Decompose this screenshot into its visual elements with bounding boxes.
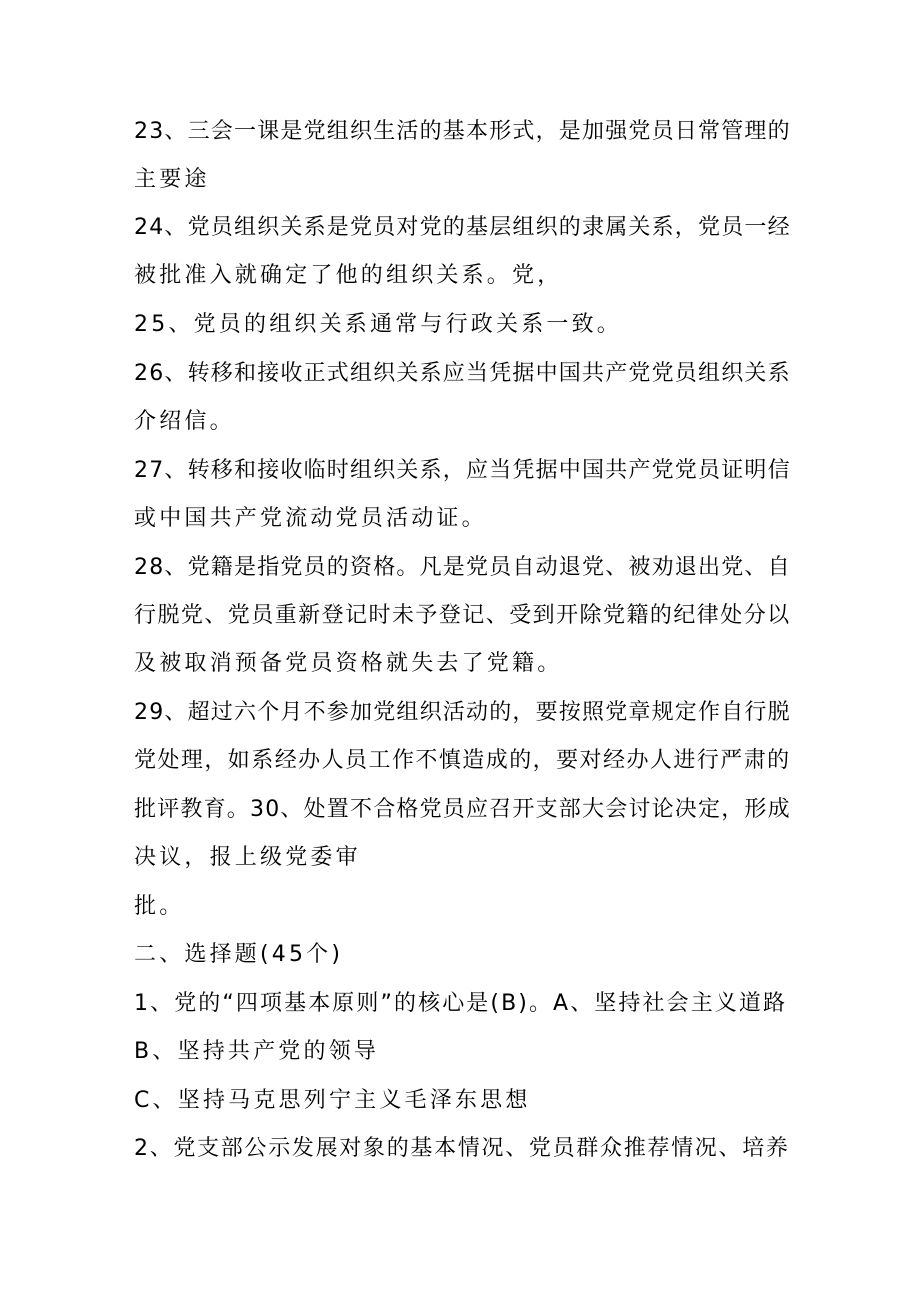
text-line: B、坚持共产党的领导 (134, 1039, 380, 1064)
text-line: 或中国共产党流动党员活动证。 (134, 506, 487, 531)
text-line: 及被取消预备党员资格就失去了党籍。 (134, 651, 563, 676)
text-line: 主要途 (134, 167, 210, 192)
text-line: 批。 (134, 894, 185, 919)
text-line: 29、超过六个月不参加党组织活动的，要按照党章规定作自行脱 (134, 700, 791, 725)
text-line: 27、转移和接收临时组织关系，应当凭据中国共产党党员证明信 (134, 458, 791, 483)
text-line: 2、党支部公示发展对象的基本情况、党员群众推荐情况、培养 (134, 1136, 790, 1161)
text-line: 决议，报上级党委审 (134, 845, 361, 870)
text-line: 行脱党、党员重新登记时未予登记、受到开除党籍的纪律处分以 (134, 603, 791, 628)
text-line: 23、三会一课是党组织生活的基本形式，是加强党员日常管理的 (134, 119, 791, 144)
text-line: 被批准入就确定了他的组织关系。党， (134, 263, 563, 288)
text-line: 1、党的“四项基本原则”的核心是(B)。A、坚持社会主义道路 (134, 991, 788, 1016)
text-line: 26、转移和接收正式组织关系应当凭据中国共产党党员组织关系 (134, 361, 791, 386)
text-line: 批评教育。30、处置不合格党员应召开支部大会讨论决定，形成 (134, 797, 791, 822)
text-line: 25、党员的组织关系通常与行政关系一致。 (134, 312, 622, 337)
text-line: 介绍信。 (134, 409, 235, 434)
text-line: 24、党员组织关系是党员对党的基层组织的隶属关系，党员一经 (134, 215, 791, 240)
text-line: 党处理，如系经办人员工作不慎造成的，要对经办人进行严肃的 (134, 748, 791, 773)
text-line: 28、党籍是指党员的资格。凡是党员自动退党、被劝退出党、自 (134, 555, 791, 580)
section-heading: 二、选择题(45个) (134, 942, 344, 967)
text-line: C、坚持马克思列宁主义毛泽东思想 (134, 1088, 531, 1113)
